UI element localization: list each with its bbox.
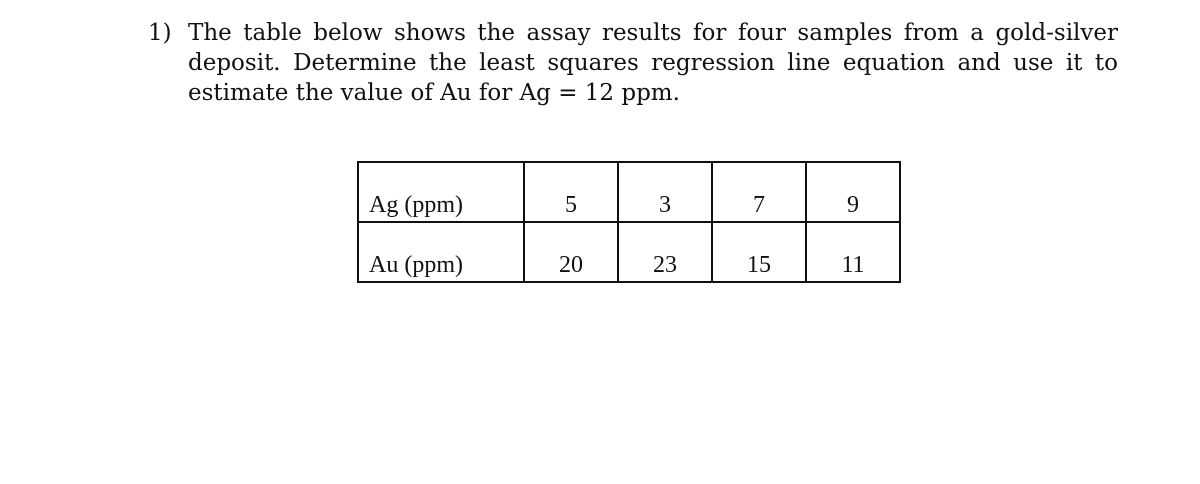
table-cell: 5 [524,162,618,222]
table-cell: 11 [806,222,900,282]
table-cell: 20 [524,222,618,282]
table-row-ag [358,162,900,222]
row-label-ag: Ag (ppm) [358,162,524,222]
table-cell: 15 [712,222,806,282]
assay-table [357,161,901,283]
problem-number: 1) [148,20,172,46]
table-cell: 7 [712,162,806,222]
row-label-au: Au (ppm) [358,222,524,282]
table-cell: 3 [618,162,712,222]
problem-text: The table below shows the assay results for four samples from a gold-silver deposit. Determine the least squares regression line equation and use it to estimate the value of Au for Ag = 12 ppm. [188,20,1118,106]
table-cell: 9 [806,162,900,222]
table-row-au [358,222,900,282]
table-cell: 23 [618,222,712,282]
